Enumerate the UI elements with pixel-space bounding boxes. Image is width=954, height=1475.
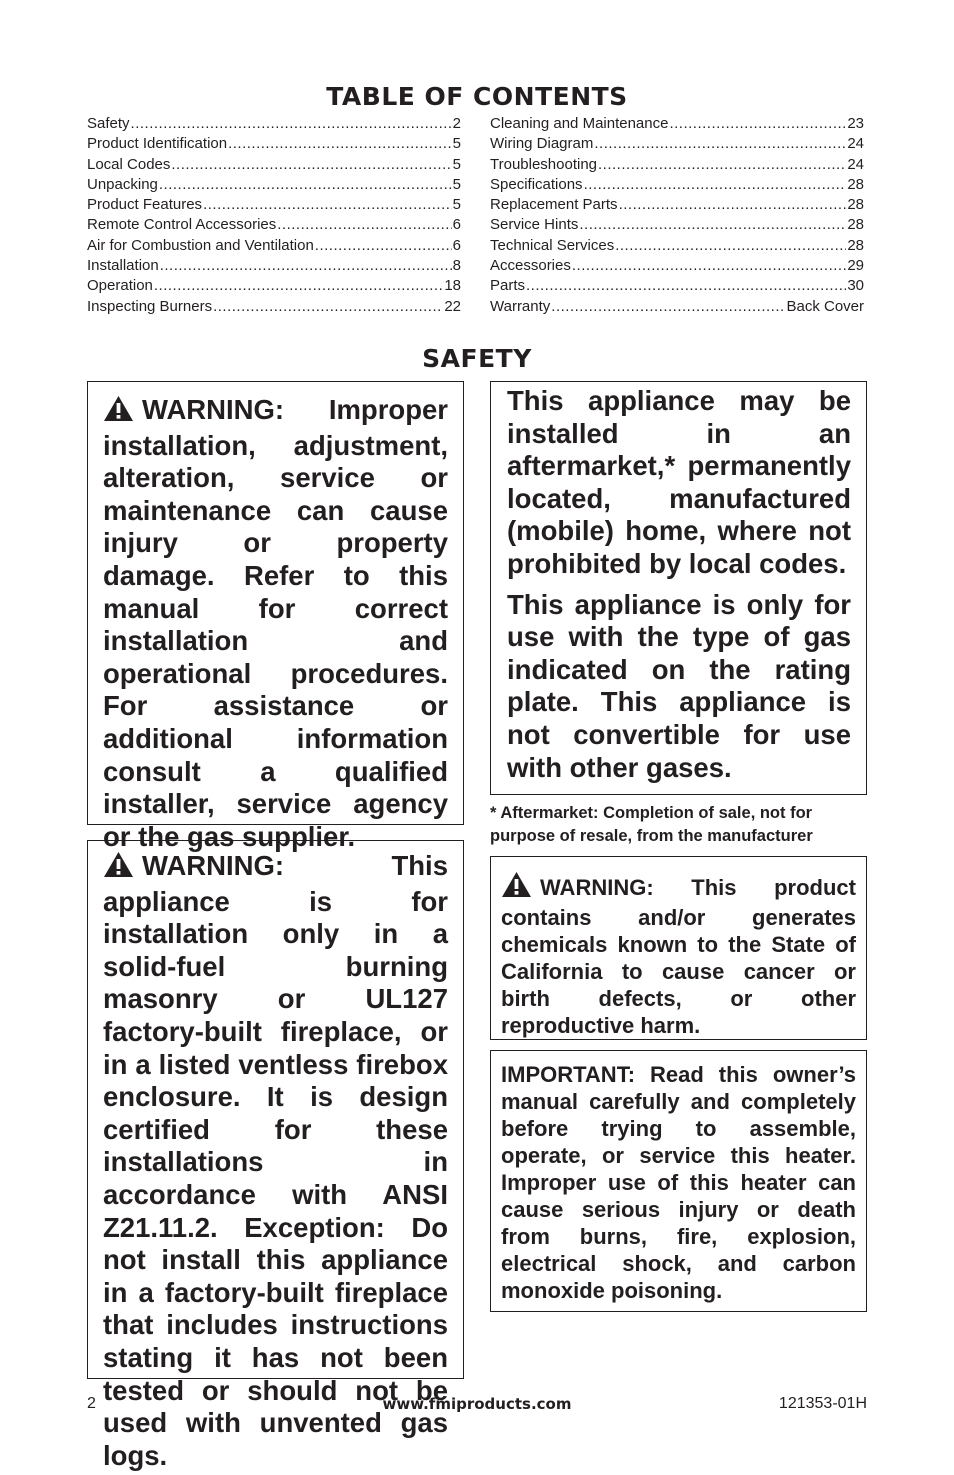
toc-entry[interactable] — [490, 196, 864, 216]
toc-entry[interactable] — [87, 298, 461, 318]
toc-entry[interactable] — [87, 115, 461, 135]
toc-label: Troubleshooting — [490, 155, 598, 173]
toc-label: Specifications — [490, 175, 583, 193]
important-text: IMPORTANT: Read this owner’s manual carefully and completely before trying to assemble, operate, or service this heater. Improper use of this heater can cause serious injury or death from burns, fire, explosion, electrical shock, and carbon monoxide poisoning. — [501, 1062, 856, 1303]
toc-entry[interactable] — [87, 135, 461, 155]
toc-entry[interactable] — [87, 257, 461, 277]
warning-text: WARNING: This appliance is for installation only in a solid-fuel burning masonry or UL127 factory-built fireplace, or in a listed ventless firebox enclosure. It is design certified for these installations in accordance with ANSI Z21.11.2. Exception: Do not install this appliance in a factory-built fireplace that includes instructions stating it has not been tested or should not be used with unvented gas logs. — [103, 850, 448, 1471]
toc-label: Accessories — [490, 257, 571, 275]
toc-page: 5 — [452, 135, 461, 153]
toc-label: Product Features — [87, 196, 203, 214]
toc-entry[interactable] — [87, 237, 461, 257]
toc-label: Product Identification — [87, 135, 228, 153]
toc-entry[interactable] — [87, 176, 461, 196]
toc-label: Local Codes — [87, 155, 171, 173]
toc-entry[interactable] — [490, 156, 864, 176]
warning-text: WARNING: This product contains and/or generates chemicals known to the State of California to cause cancer or birth defects, or other reproductive harm. — [501, 871, 856, 1039]
toc-label: Operation — [87, 277, 153, 295]
footer-website-link[interactable]: www.fmiproducts.com — [382, 1395, 572, 1413]
toc-entry[interactable] — [87, 196, 461, 216]
notice-box-appliance — [490, 381, 867, 795]
toc-title: TABLE OF CONTENTS — [326, 82, 628, 111]
toc-page: 22 — [444, 297, 461, 315]
toc-label: Unpacking — [87, 175, 158, 193]
toc-page: 8 — [452, 257, 461, 275]
toc-entry[interactable] — [87, 216, 461, 236]
toc-entry[interactable] — [490, 237, 864, 257]
important-box — [490, 1050, 867, 1312]
toc-page: 5 — [452, 196, 461, 214]
warning-triangle-icon — [103, 851, 134, 886]
toc-page: 29 — [847, 257, 864, 275]
page-number: 2 — [87, 1395, 96, 1412]
toc-page: 5 — [452, 155, 461, 173]
warning-triangle-icon — [103, 395, 134, 430]
toc-entry[interactable] — [490, 257, 864, 277]
toc-label: Cleaning and Maintenance — [490, 115, 669, 132]
toc-page: 6 — [452, 216, 461, 234]
toc-page: 30 — [847, 277, 864, 295]
toc-page: 28 — [847, 216, 864, 234]
warning-box-california — [490, 856, 867, 1040]
toc-page: 5 — [452, 175, 461, 193]
warning-text: WARNING: Improper installation, adjustment, alteration, service or maintenance can cause injury or property damage. Refer to this manual for correct installation and operational procedures. For assistance or additional information consult a qualified installer, service agency or the gas supplier. — [103, 394, 448, 852]
toc-label: Parts — [490, 277, 526, 295]
toc-label: Remote Control Accessories — [87, 216, 277, 234]
toc-entry[interactable] — [490, 115, 864, 135]
toc-entry[interactable] — [87, 156, 461, 176]
toc-entry[interactable] — [490, 216, 864, 236]
notice-paragraph: This appliance may be installed in an aftermarket,* permanently located, manufactured (mobile) home, where not prohibited by local codes. — [507, 385, 851, 579]
document-code: 121353-01H — [778, 1395, 867, 1412]
toc-page: 24 — [847, 155, 864, 173]
toc-page: Back Cover — [786, 297, 864, 315]
toc-label: Air for Combustion and Ventilation — [87, 236, 314, 254]
toc-entry[interactable] — [490, 176, 864, 196]
toc-label: Wiring Diagram — [490, 135, 594, 153]
toc-label: Installation — [87, 257, 159, 275]
toc-page: 28 — [847, 175, 864, 193]
toc-page: 18 — [444, 277, 461, 295]
toc-entry[interactable] — [490, 298, 864, 318]
notice-paragraph: This appliance is only for use with the type of gas indicated on the rating plate. This appliance is not convertible for use with other gases. — [507, 588, 851, 783]
toc-left-column — [87, 115, 461, 318]
toc-page: 2 — [452, 115, 461, 132]
toc-page: 24 — [847, 135, 864, 153]
toc-label: Service Hints — [490, 216, 579, 234]
toc-entry[interactable] — [87, 277, 461, 297]
aftermarket-note: * Aftermarket: Completion of sale, not for purpose of resale, from the manufacturer — [490, 804, 813, 845]
toc-page: 28 — [847, 196, 864, 214]
toc-label: Safety — [87, 115, 130, 132]
warning-triangle-icon — [501, 871, 532, 904]
toc-entry[interactable] — [490, 135, 864, 155]
warning-box-installation — [87, 381, 464, 852]
warning-box-fireplace — [87, 840, 464, 1471]
toc-label: Replacement Parts — [490, 196, 618, 214]
toc-page: 28 — [847, 236, 864, 254]
toc-entry[interactable] — [490, 277, 864, 297]
toc-right-column — [490, 115, 864, 318]
safety-title: SAFETY — [422, 344, 532, 373]
toc-page: 23 — [847, 115, 864, 132]
toc-label: Warranty — [490, 297, 551, 315]
toc-label: Inspecting Burners — [87, 297, 213, 315]
toc-label: Technical Services — [490, 236, 615, 254]
toc-page: 6 — [452, 236, 461, 254]
